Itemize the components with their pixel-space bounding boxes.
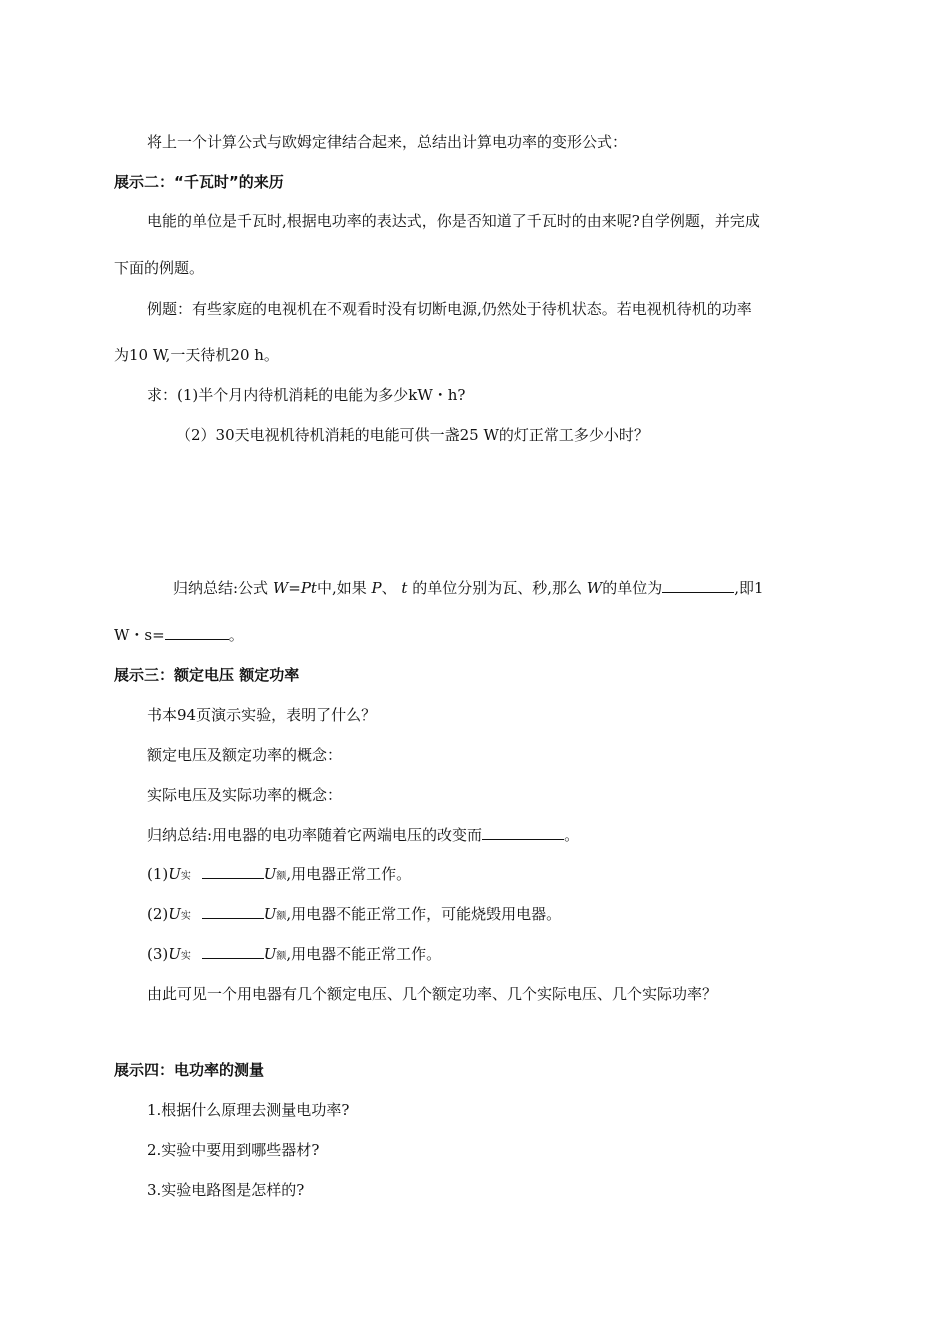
answer-blank[interactable] — [662, 578, 734, 593]
item-number: (2) — [147, 905, 169, 923]
section3-question: 由此可见一个用电器有几个额定电压、几个额定功率、几个实际电压、几个实际功率？ — [147, 985, 718, 1003]
item-text: ,用电器正常工作。 — [286, 865, 412, 883]
question-1: 求：(1)半个月内待机消耗的电能为多少kW・h? — [147, 386, 466, 404]
symbol-t: t — [401, 579, 408, 597]
summary-text: 中,如果 — [316, 579, 367, 597]
summary-text: 归纳总结:公式 — [173, 579, 269, 597]
list-item: 1.根据什么原理去测量电功率? — [147, 1101, 350, 1119]
symbol-u: U — [263, 945, 277, 963]
voltage-item — [147, 904, 561, 927]
section3-paragraph: 额定电压及额定功率的概念： — [147, 746, 343, 764]
section2-paragraph-cont: 下面的例题。 — [114, 259, 205, 277]
symbol-w: W — [586, 579, 603, 597]
item-number: (1) — [147, 865, 169, 883]
subscript: 额 — [276, 911, 287, 922]
intro-text: 将上一个计算公式与欧姆定律结合起来，总结出计算电功率的变形公式： — [147, 133, 628, 151]
example-text-cont: 为10 W,一天待机20 h。 — [114, 346, 279, 364]
formula-w: W — [272, 579, 289, 597]
symbol-u: U — [263, 865, 277, 883]
section4-heading: 展示四：电功率的测量 — [114, 1061, 265, 1079]
answer-blank[interactable] — [202, 864, 264, 879]
summary-text: 的单位分别为瓦、秒,那么 — [412, 579, 583, 597]
summary-text: 、 — [381, 579, 397, 597]
summary-text: 归纳总结:用电器的电功率随着它两端电压的改变而 — [147, 826, 483, 844]
item-number: (3) — [147, 945, 169, 963]
symbol-p: P — [371, 579, 382, 597]
voltage-item — [147, 864, 411, 887]
list-item: 3.实验电路图是怎样的? — [147, 1181, 305, 1199]
summary-text: 的单位为 — [602, 579, 663, 597]
symbol-u: U — [168, 945, 181, 963]
item-text: ,用电器不能正常工作。 — [286, 945, 442, 963]
voltage-item — [147, 944, 441, 967]
section3-summary — [147, 825, 579, 845]
summary-text: 。 — [228, 626, 244, 644]
section2-heading: 展示二：“千瓦时”的来历 — [114, 173, 284, 191]
symbol-u: U — [168, 905, 181, 923]
section2-paragraph: 电能的单位是千瓦时,根据电功率的表达式，你是否知道了千瓦时的由来呢?自学例题，并完成 — [147, 212, 760, 230]
summary-line — [173, 578, 764, 598]
subscript: 额 — [276, 871, 287, 882]
answer-blank[interactable] — [202, 944, 264, 959]
subscript: 额 — [276, 951, 287, 962]
symbol-u: U — [263, 905, 277, 923]
summary-text: 。 — [564, 826, 580, 844]
symbol-u: U — [168, 865, 181, 883]
example-text: 例题：有些家庭的电视机在不观看时没有切断电源,仍然处于待机状态。若电视机待机的功率 — [147, 300, 752, 318]
section3-paragraph: 实际电压及实际功率的概念： — [147, 786, 343, 804]
subscript: 实 — [180, 951, 191, 962]
section3-heading: 展示三：额定电压 额定功率 — [114, 666, 300, 684]
subscript: 实 — [180, 871, 191, 882]
answer-blank[interactable] — [482, 825, 564, 840]
answer-blank[interactable] — [202, 904, 264, 919]
formula-pt: Pt — [300, 579, 317, 597]
summary-text: ,即1 — [734, 579, 764, 597]
summary-text: W・s= — [114, 626, 165, 644]
summary-line-cont — [114, 625, 244, 645]
list-item: 2.实验中要用到哪些器材? — [147, 1141, 320, 1159]
answer-blank[interactable] — [165, 625, 229, 640]
formula-eq: = — [288, 579, 301, 597]
question-2: （2）30天电视机待机消耗的电能可供一盏25 W的灯正常工多少小时？ — [176, 426, 649, 444]
section3-paragraph: 书本94页演示实验，表明了什么？ — [147, 706, 377, 724]
item-text: ,用电器不能正常工作，可能烧毁用电器。 — [286, 905, 562, 923]
subscript: 实 — [180, 911, 191, 922]
